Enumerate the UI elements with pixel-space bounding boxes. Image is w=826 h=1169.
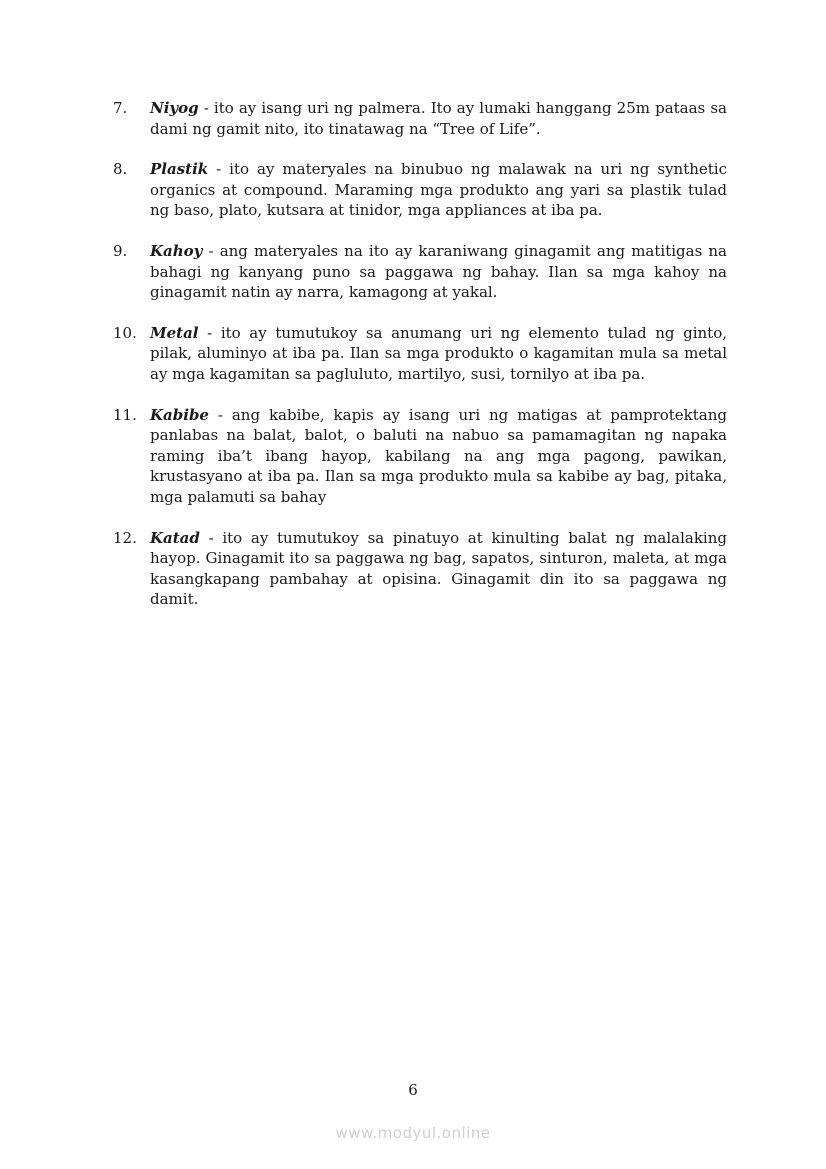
materials-list xyxy=(113,98,727,630)
item-number: 8. xyxy=(113,160,128,179)
item-number: 12. xyxy=(113,528,137,547)
item-number: 9. xyxy=(113,241,128,260)
item-term: Niyog xyxy=(150,99,199,117)
list-item xyxy=(113,528,727,610)
item-description: - ito ay isang uri ng palmera. Ito ay lumaki hanggang 25m pataas sa dami ng gamit nito, ito tinatawag na “Tree of Life”. xyxy=(150,99,727,138)
item-number: 11. xyxy=(113,405,137,424)
list-item xyxy=(113,159,727,221)
list-item xyxy=(113,98,727,139)
item-number: 10. xyxy=(113,323,137,342)
list-item xyxy=(113,405,727,508)
list-item xyxy=(113,241,727,303)
item-description: - ito ay materyales na binubuo ng malawak na uri ng synthetic organics at compound. Maraming mga produkto ang yari sa plastik tulad ng baso, plato, kutsara at tinidor, mga appliances at iba pa. xyxy=(150,160,727,220)
item-description: - ang materyales na ito ay karaniwang ginagamit ang matitigas na bahagi ng kanyang puno sa paggawa ng bahay. Ilan sa mga kahoy na ginagamit natin ay narra, kamagong at yakal. xyxy=(150,241,727,302)
item-description: - ito ay tumutukoy sa anumang uri ng elemento tulad ng ginto, pilak, aluminyo at iba pa. Ilan sa mga produkto o kagamitan mula sa metal ay mga kagamitan sa pagluluto, martilyo, susi, tornilyo at iba pa. xyxy=(150,323,727,383)
item-term: Kabibe xyxy=(150,405,209,424)
item-term: Metal xyxy=(150,323,199,342)
item-description: - ang kabibe, kapis ay isang uri ng matigas at pamprotektang panlabas na balat, balot, o baluti na nabuo sa pamamagitan ng napaka raming iba’t ibang hayop, kabilang na ang mga pagong, pawikan, krustasyano at iba pa. Ilan sa mga produkto mula sa kabibe ay bag, pitaka, mga palamuti sa bahay xyxy=(150,405,727,506)
page-number: 6 xyxy=(408,1081,418,1099)
item-term: Kahoy xyxy=(150,241,203,260)
list-item xyxy=(113,323,727,385)
item-term: Katad xyxy=(150,528,200,547)
item-description: - ito ay tumutukoy sa pinatuyo at kinulting balat ng malalaking hayop. Ginagamit ito sa paggawa ng bag, sapatos, sinturon, maleta, at mga kasangkapang pambahay at opisina. Ginagamit din ito sa paggawa ng damit. xyxy=(150,528,727,609)
watermark: www.modyul.online xyxy=(335,1124,491,1142)
item-term: Plastik xyxy=(150,160,209,179)
item-number: 7. xyxy=(113,99,128,117)
